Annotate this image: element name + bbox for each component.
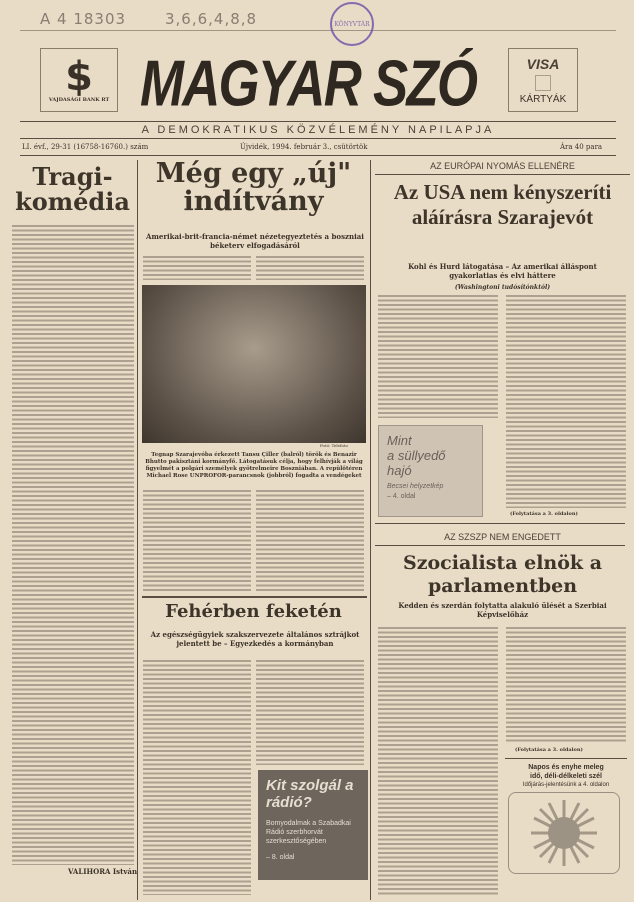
issue-date: Újvidék, 1994. február 3., csütörtök	[240, 143, 368, 151]
news-photo	[142, 285, 366, 443]
promo-page: – 4. oldal	[387, 492, 416, 500]
continued-note: (Folytatása a 3. oldalon)	[510, 511, 578, 517]
author: VALIHORA István	[68, 867, 138, 876]
continued-note-2: (Folytatása a 3. oldalon)	[515, 747, 583, 753]
sun-icon	[508, 792, 620, 874]
radio-promo[interactable]	[258, 770, 368, 880]
weather-line-2: idő, déli-délkeleti szél	[530, 772, 602, 780]
subtitle-szocialista: Kedden és szerdán folytatta alakuló ülését a Szerbiai Képviselőház	[398, 601, 607, 620]
handwritten-code: 3,6,6,4,8,8	[165, 10, 258, 28]
promo-title-1: Mint	[387, 433, 412, 448]
weather-summary[interactable]	[505, 764, 627, 789]
dollar-logo-icon: $	[65, 54, 93, 100]
masthead-title: MAGYAR SZÓ	[140, 47, 477, 121]
article-body	[12, 225, 134, 865]
promo-title-2: a süllyedő	[387, 447, 446, 463]
ship-promo[interactable]	[378, 425, 483, 517]
byline: (Washingtoni tudósítónktól)	[454, 284, 551, 291]
tagline: A DEMOKRATIKUS KÖZVÉLEMÉNY NAPILAPJA	[141, 124, 495, 136]
library-stamp	[330, 2, 374, 46]
visa-brand: VISA	[526, 55, 560, 72]
bank-logo	[40, 48, 118, 112]
kicker2: AZ SZSZP NEM ENGEDETT	[444, 532, 561, 542]
headline-tragikomedia: Tragi-komédia	[15, 162, 130, 217]
subtitle-usa: Kohl és Hurd látogatása – Az amerikai álláspont gyakorlatias és elvi háttere	[408, 262, 597, 281]
visa-ad	[508, 48, 578, 112]
headline-uj-inditvany: Még egy „új" indítvány	[155, 158, 352, 218]
kicker: AZ EURÓPAI NYOMÁS ELLENÉRE	[430, 161, 575, 171]
issue-price: Ára 40 para	[560, 143, 603, 151]
visa-label: KÁRTYÁK	[519, 93, 567, 105]
promo-text: Bomyodalmak a Szabadkai Rádió szerbhorvát szerkesztőségében	[266, 820, 351, 846]
stamp-label: KÖNYVTÁR	[334, 20, 370, 28]
promo-title-3: hajó	[387, 462, 412, 478]
photo-caption: Tegnap Szarajevóba érkezett Tansu Çiller (balról) török és Benazir Bhutto pakisztáni kormányfő. Látogatásuk célja, hogy felhívják a világ figyelmét a polgári személyek gyötrelmeire Boszniában. A repülőtéren Michael Rose UNPROFOR-parancsnok (jobbról) fogadta a vendégeket	[145, 452, 363, 480]
subtitle: Amerikai-brit-francia-német nézetegyeztetés a boszniai béketerv elfogadásáról	[146, 232, 364, 251]
weather-line-1: Napos és enyhe meleg	[528, 764, 604, 771]
issue-volume: LI. évf., 29-31 (16758-16760.) szám	[22, 143, 149, 151]
subtitle2: Az egészségügyiek szakszervezete általános sztrájkot jelentett be – Egyezkedés a kormányban	[150, 630, 360, 649]
headline-usa: Az USA nem kényszeríti aláírásra Szarajevót	[393, 180, 612, 230]
headline-feherben-feketen: Fehérben feketén	[165, 601, 342, 622]
promo-text: Becsei helyzetkép	[387, 482, 444, 490]
archive-number: A 4 18303	[40, 10, 127, 28]
promo-title: Kit szolgál a rádió?	[266, 777, 354, 811]
bank-name: VAJDASÁGI BANK RT	[48, 97, 110, 103]
promo-page: – 8. oldal	[266, 854, 295, 862]
weather-line-3: Időjárás-jelentésünk a 4. oldalon	[522, 781, 610, 788]
card-icon	[535, 75, 551, 91]
photo-credit: Fotó: Telefoto	[320, 443, 348, 448]
headline-szocialista: Szocialista elnök a parlamentben	[403, 552, 602, 597]
